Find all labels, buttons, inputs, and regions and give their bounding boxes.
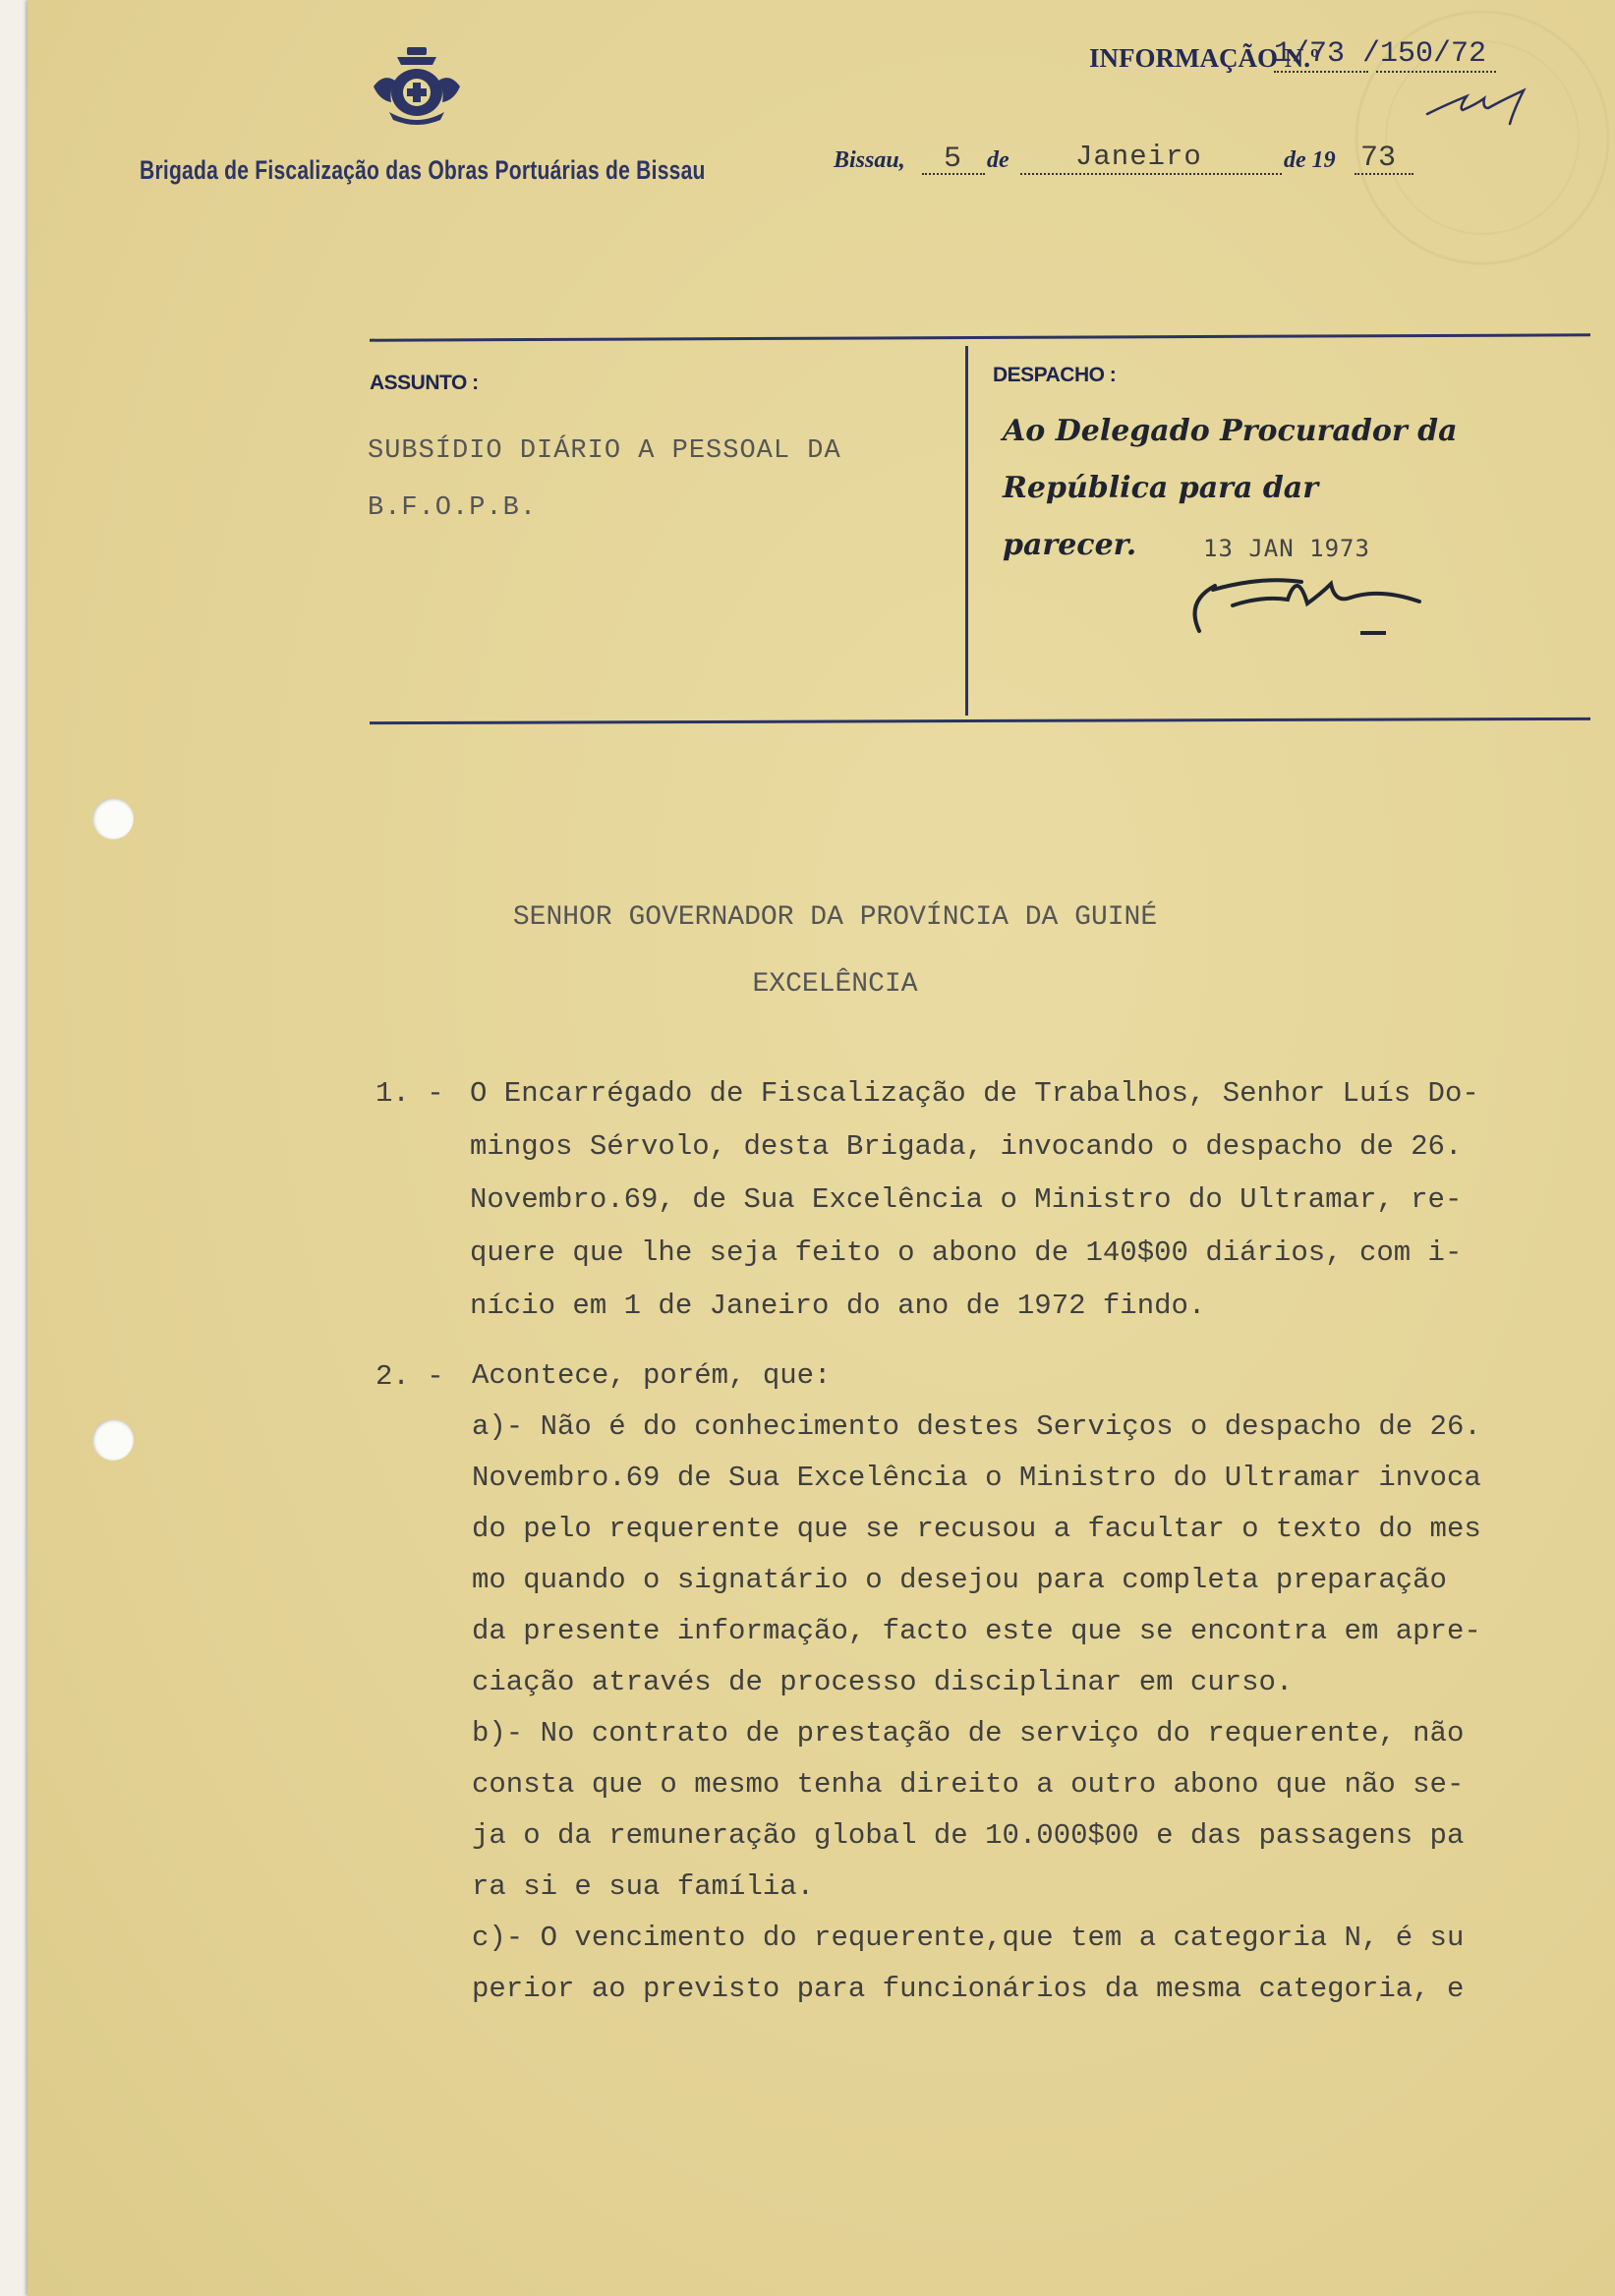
coat-of-arms-icon (370, 47, 464, 128)
date-year: 73 (1360, 142, 1397, 175)
document-page (28, 0, 1615, 2296)
bottom-rule (370, 718, 1590, 724)
text-line: c)- O vencimento do requerente,que tem a categoria N, é su (472, 1922, 1465, 1954)
salutation-line: SENHOR GOVERNADOR DA PROVÍNCIA DA GUINÉ (512, 902, 1158, 933)
date-year-prefix: de 19 (1284, 147, 1336, 173)
text-line: Novembro.69, de Sua Excelência o Ministro do Ultramar, re- (470, 1183, 1463, 1216)
despacho-signature-icon (1174, 566, 1488, 645)
punch-hole (92, 1419, 134, 1461)
city-label: Bissau, (834, 147, 905, 173)
assunto-text (368, 423, 918, 537)
organization-name: Brigada de Fiscalização das Obras Portuárias de Bissau (140, 155, 706, 185)
text-line: da presente informação, facto este que se encontra em apre- (472, 1615, 1481, 1647)
salutation-excellency: EXCELÊNCIA (752, 969, 918, 1000)
paragraph-number: 2. - (375, 1360, 444, 1393)
text-line: ja o da remuneração global de 10.000$00 e das passagens pa (472, 1819, 1465, 1852)
text-line: do pelo requerente que se recusou a facultar o texto do mes (472, 1513, 1481, 1545)
initials-signature-icon (1423, 75, 1531, 134)
assunto-line: SUBSÍDIO DIÁRIO A PESSOAL DA (368, 436, 841, 466)
date-month: Janeiro (1075, 141, 1202, 173)
text-line: perior ao previsto para funcionários da mesma categoria, e (472, 1973, 1465, 2005)
paragraph-number: 1. - (375, 1077, 444, 1110)
text-line: b)- No contrato de prestação de serviço do requerente, não (472, 1717, 1465, 1750)
text-line: mingos Sérvolo, desta Brigada, invocando o despacho de 26. (470, 1130, 1463, 1163)
despacho-line: parecer. (1003, 528, 1137, 562)
reference-number: 1/73 /150/72 (1274, 37, 1487, 71)
text-line: Acontece, porém, que: (472, 1359, 832, 1392)
divider-rule (965, 346, 968, 716)
date-day: 5 (944, 143, 962, 176)
text-line: consta que o mesmo tenha direito a outro abono que não se- (472, 1768, 1465, 1801)
text-line: O Encarrégado de Fiscalização de Trabalhos, Senhor Luís Do- (470, 1077, 1479, 1110)
assunto-line: B.F.O.P.B. (368, 493, 538, 523)
text-line: ra si e sua família. (472, 1870, 815, 1903)
text-line: ciação através de processo disciplinar em curso. (472, 1666, 1294, 1698)
despacho-line: Ao Delegado Procurador da (1003, 414, 1458, 448)
date-de-label: de (987, 147, 1009, 173)
text-line: Novembro.69 de Sua Excelência o Ministro do Ultramar invoca (472, 1462, 1481, 1494)
text-line: quere que lhe seja feito o abono de 140$00 diários, com i- (470, 1236, 1463, 1269)
punch-hole (92, 798, 134, 839)
reference-label: INFORMAÇÃO N.º (1089, 43, 1319, 73)
top-rule (370, 333, 1590, 341)
paragraph-1 (470, 1067, 1479, 1333)
despacho-stamp-date: 13 JAN 1973 (1203, 535, 1370, 562)
despacho-line: República para dar (1003, 471, 1319, 505)
despacho-label: DESPACHO : (993, 364, 1117, 386)
paragraph-2 (472, 1350, 1481, 2015)
text-line: a)- Não é do conhecimento destes Serviços o despacho de 26. (472, 1410, 1481, 1443)
text-line: mo quando o signatário o desejou para completa preparação (472, 1564, 1447, 1596)
assunto-label: ASSUNTO : (370, 372, 479, 394)
text-line: nício em 1 de Janeiro do ano de 1972 findo. (470, 1290, 1206, 1322)
